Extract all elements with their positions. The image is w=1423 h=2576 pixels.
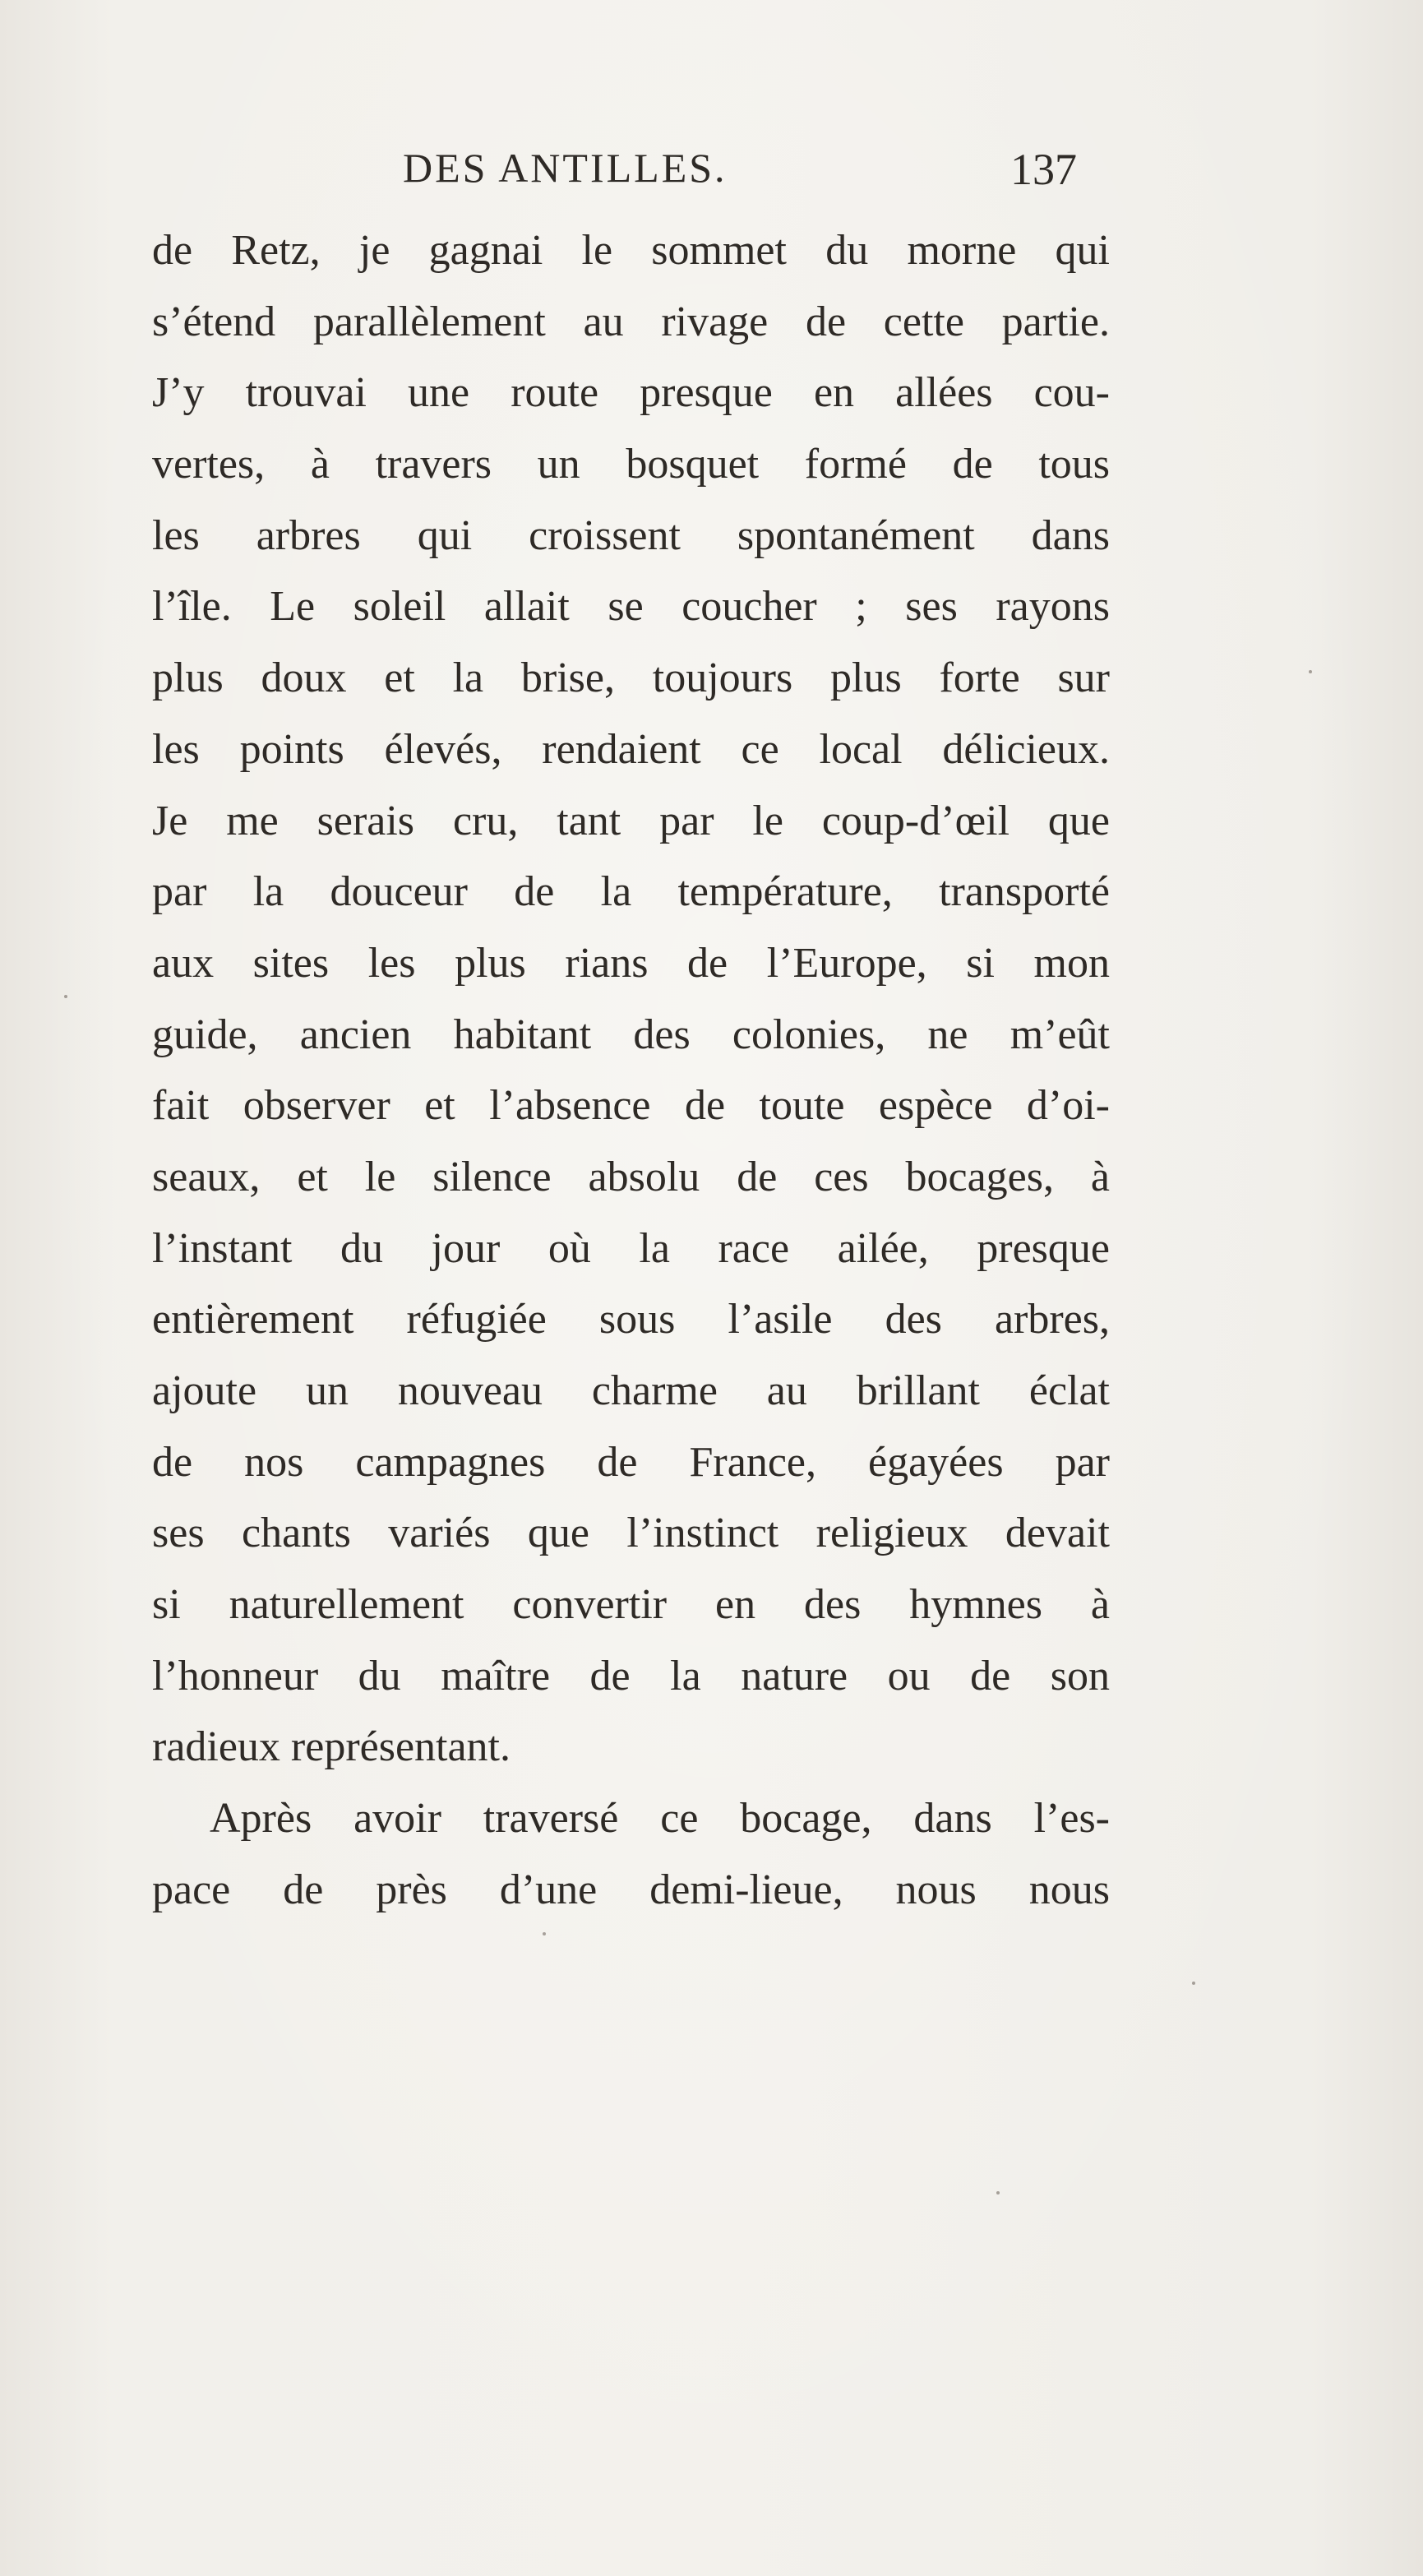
- text-line: par la douceur de la température, transporté: [152, 868, 1110, 916]
- text-line: pace de près d’une demi-lieue, nous nous: [152, 1866, 1110, 1913]
- paragraph-start-line: Après avoir traversé ce bocage, dans l’es-: [210, 1795, 1110, 1843]
- paper-speck: [1309, 670, 1312, 673]
- text-line: aux sites les plus rians de l’Europe, si mon: [152, 939, 1110, 987]
- body-text: [152, 215, 1110, 1926]
- paper-speck: [543, 1932, 546, 1935]
- text-line: entièrement réfugiée sous l’asile des arbres,: [152, 1296, 1110, 1343]
- text-line: si naturellement convertir en des hymnes à: [152, 1581, 1110, 1629]
- text-line: l’instant du jour où la race ailée, presque: [152, 1224, 1110, 1272]
- text-line: l’honneur du maître de la nature ou de son: [152, 1652, 1110, 1700]
- paper-speck: [64, 995, 67, 998]
- paragraph-end-line: radieux représentant.: [152, 1723, 511, 1771]
- running-title: DES ANTILLES.: [403, 145, 728, 191]
- text-line: s’étend parallèlement au rivage de cette partie.: [152, 298, 1110, 345]
- paper-speck: [996, 2191, 1000, 2194]
- text-line: de nos campagnes de France, égayées par: [152, 1438, 1110, 1486]
- paper-speck: [1192, 1982, 1195, 1985]
- text-line: J’y trouvai une route presque en allées cou-: [152, 369, 1110, 417]
- text-line: fait observer et l’absence de toute espèce d’oi-: [152, 1082, 1110, 1130]
- text-line: ses chants variés que l’instinct religieux devait: [152, 1510, 1110, 1557]
- text-line: guide, ancien habitant des colonies, ne m’eût: [152, 1011, 1110, 1058]
- page-header: [403, 144, 1077, 210]
- page-number: 137: [1010, 145, 1077, 194]
- text-line: vertes, à travers un bosquet formé de tous: [152, 441, 1110, 488]
- text-line: seaux, et le silence absolu de ces bocages, à: [152, 1153, 1110, 1200]
- text-line: l’île. Le soleil allait se coucher ; ses rayons: [152, 583, 1110, 631]
- text-line: plus doux et la brise, toujours plus forte sur: [152, 654, 1110, 702]
- text-line: les points élevés, rendaient ce local délicieux.: [152, 725, 1110, 773]
- text-line: ajoute un nouveau charme au brillant éclat: [152, 1367, 1110, 1414]
- text-line: de Retz, je gagnai le sommet du morne qui: [152, 227, 1110, 274]
- text-line: les arbres qui croissent spontanément dans: [152, 511, 1110, 559]
- text-line: Je me serais cru, tant par le coup-d’œil que: [152, 797, 1110, 844]
